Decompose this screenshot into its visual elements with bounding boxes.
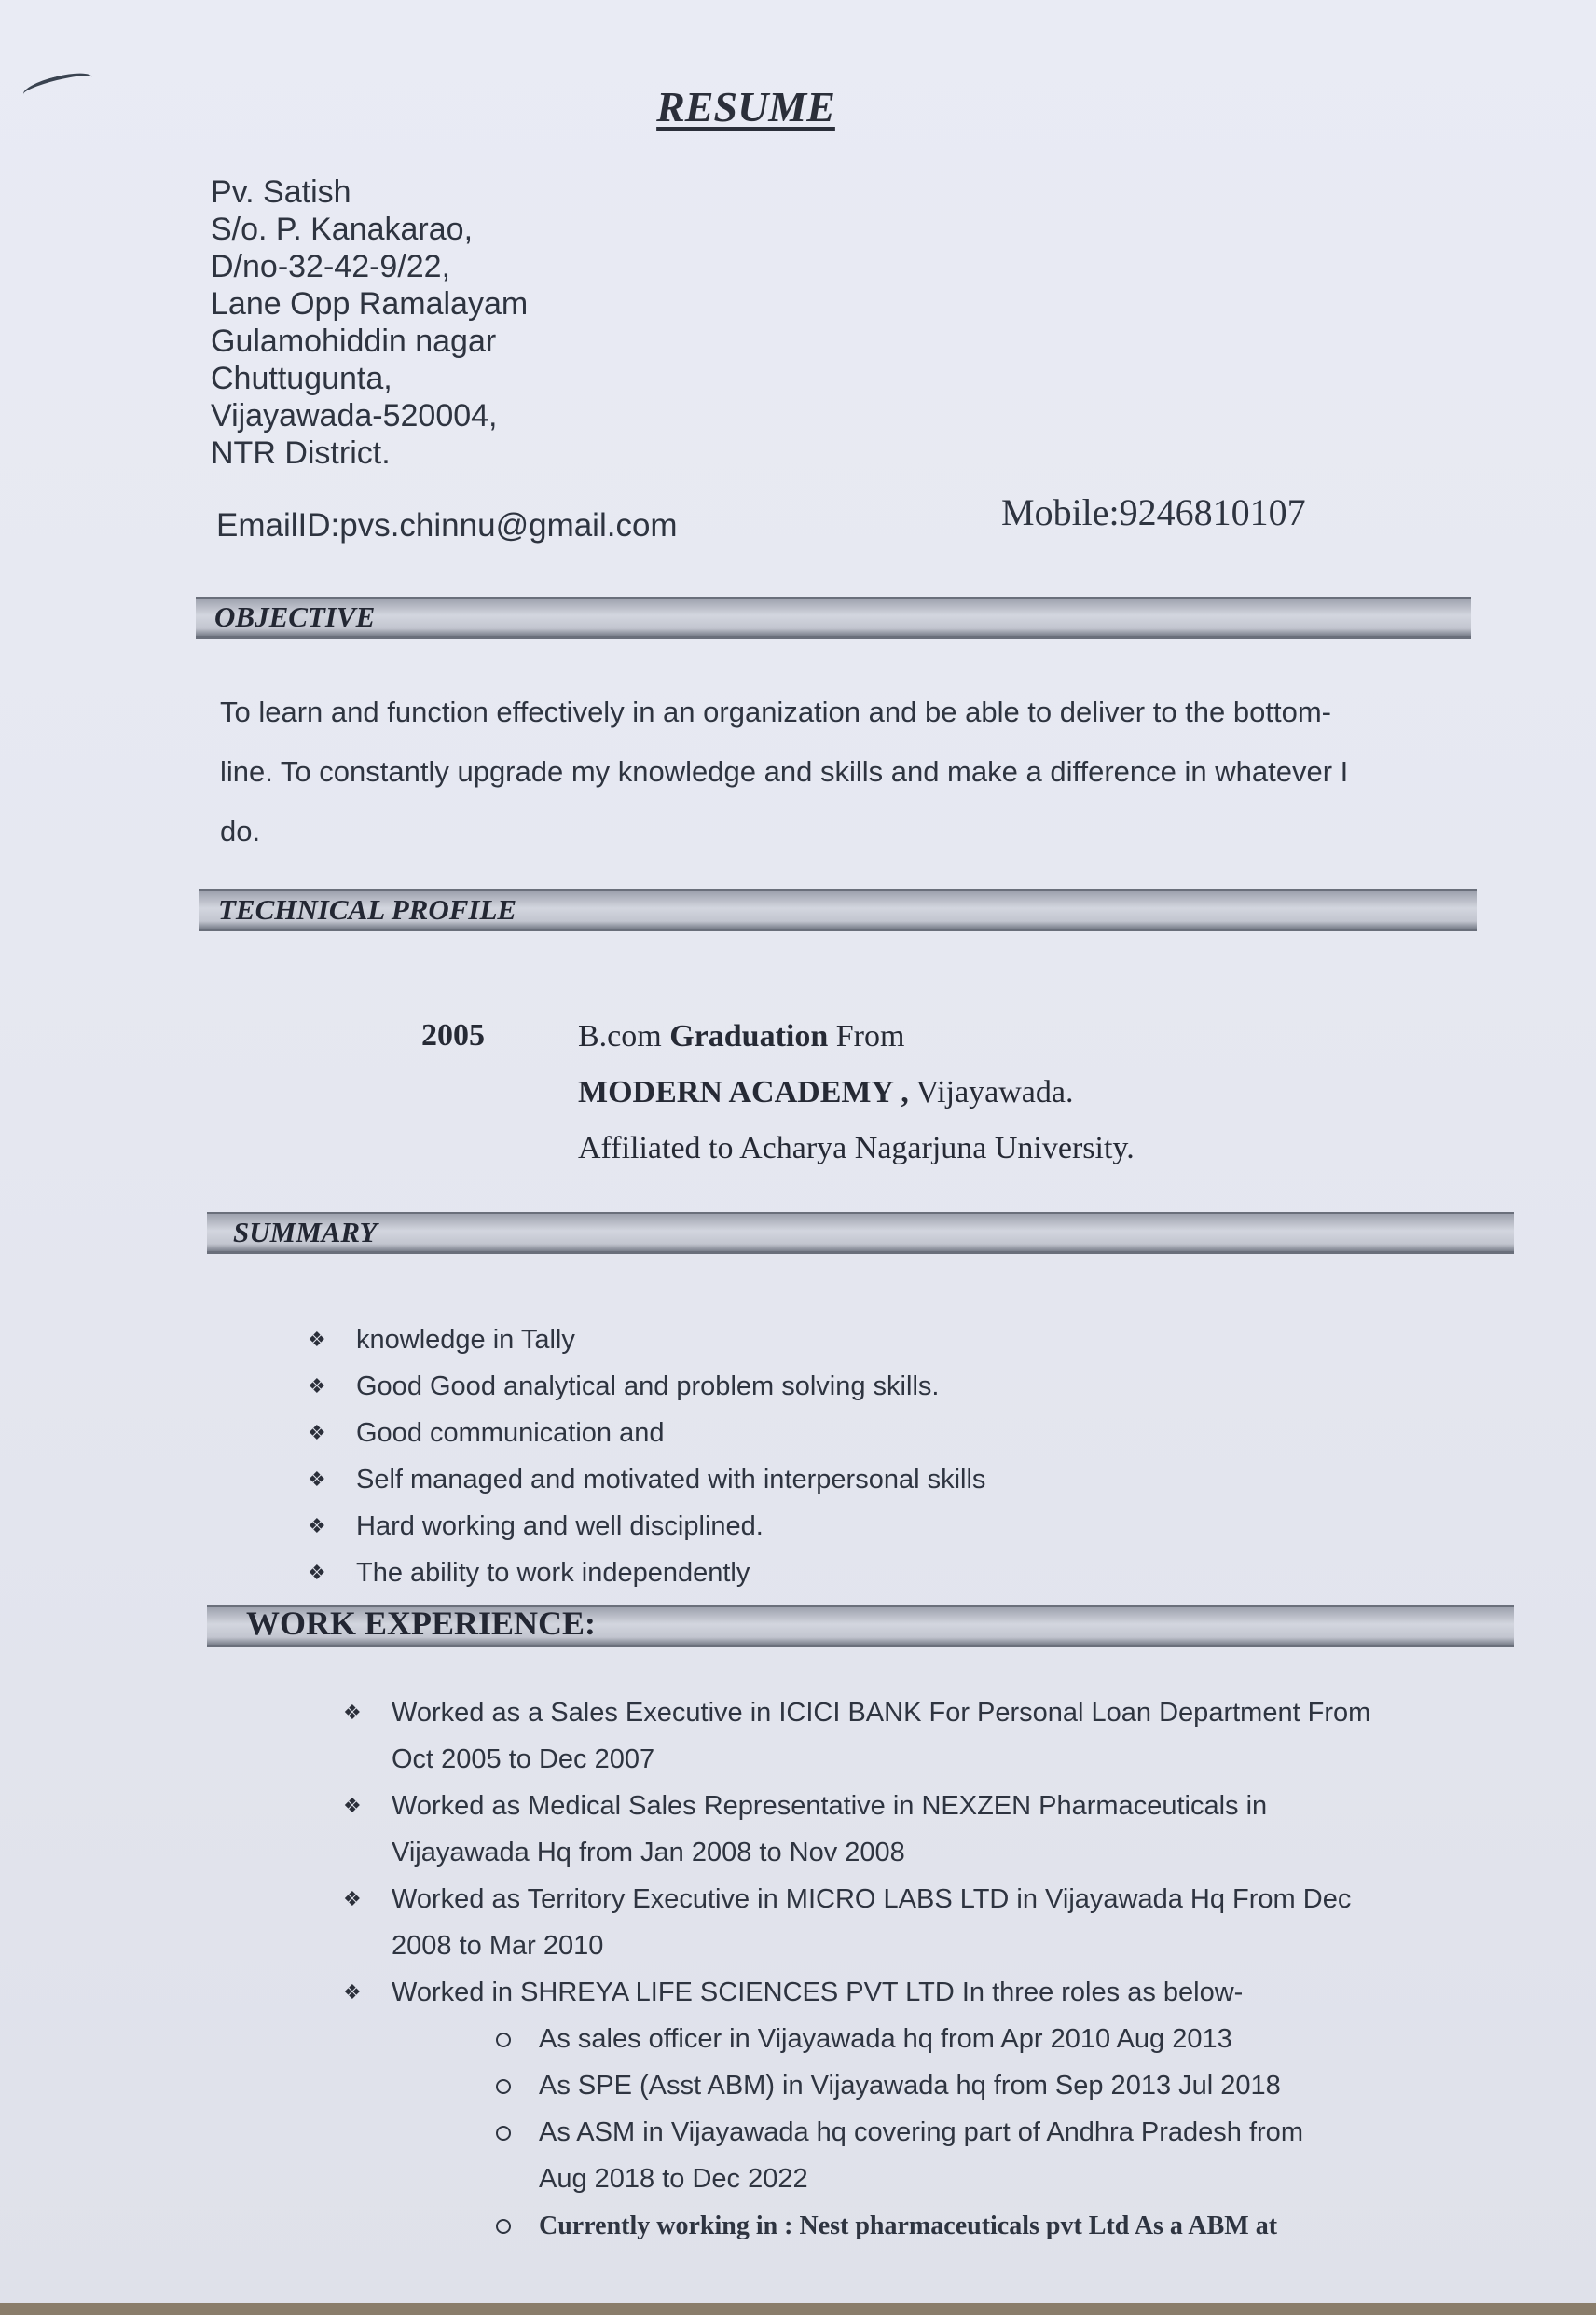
- list-item: [308, 1363, 985, 1410]
- list-item: [343, 1783, 1406, 1876]
- contact-name: Pv. Satish: [211, 174, 351, 210]
- summary-item-text: Good Good analytical and problem solving skills.: [356, 1371, 940, 1401]
- degree-prefix: B.com: [578, 1019, 670, 1054]
- summary-item-text: The ability to work independently: [356, 1558, 750, 1588]
- list-item: [343, 1969, 1406, 2250]
- resume-title: RESUME: [656, 83, 835, 131]
- work-item-text: Worked in SHREYA LIFE SCIENCES PVT LTD In three roles as below-: [392, 1977, 1244, 2007]
- work-experience-list: [343, 1689, 1406, 2250]
- contact-locality: Chuttugunta,: [211, 361, 392, 396]
- diamond-bullet-icon: ❖: [343, 1701, 362, 1724]
- sub-role-list: [492, 2016, 1350, 2250]
- list-item: [308, 1503, 985, 1550]
- degree-line: [578, 1009, 1231, 1065]
- summary-heading: SUMMARY: [233, 1216, 378, 1248]
- diamond-bullet-icon: ❖: [308, 1561, 326, 1584]
- summary-item-text: Hard working and well disciplined.: [356, 1511, 764, 1541]
- circle-bullet-icon: [496, 2033, 511, 2047]
- work-experience-heading-bar: [207, 1605, 1514, 1647]
- work-item-text: Worked as Territory Executive in MICRO LABS LTD in Vijayawada Hq From Dec 2008 to Mar 2010: [392, 1884, 1352, 1961]
- circle-bullet-icon: [496, 2219, 511, 2234]
- contact-district: NTR District.: [211, 435, 391, 471]
- sub-list-item: [492, 2202, 1350, 2250]
- summary-item-text: Good communication and: [356, 1418, 665, 1448]
- technical-profile-heading-bar: [200, 889, 1477, 931]
- list-item: [308, 1550, 985, 1596]
- work-item-text: Worked as a Sales Executive in ICICI BANK For Personal Loan Department From Oct 2005 to Dec 2007: [392, 1698, 1371, 1774]
- college-line: [578, 1065, 1231, 1121]
- objective-text: To learn and function effectively in an organization and be able to deliver to the bottom-line. To constantly upgrade my knowledge and skills and make a difference in whatever I do.: [220, 696, 1349, 847]
- degree-bold: Graduation: [669, 1019, 829, 1054]
- diamond-bullet-icon: ❖: [308, 1374, 326, 1398]
- diamond-bullet-icon: ❖: [343, 1887, 362, 1910]
- sub-list-item: [492, 2109, 1350, 2202]
- list-item: [343, 1689, 1406, 1783]
- circle-bullet-icon: [496, 2126, 511, 2141]
- contact-parent: S/o. P. Kanakarao,: [211, 212, 474, 247]
- affiliation-line: Affiliated to Acharya Nagarjuna University.: [578, 1131, 1135, 1165]
- diamond-bullet-icon: ❖: [343, 1980, 362, 2004]
- sub-item-text: As sales officer in Vijayawada hq from Apr 2010 Aug 2013: [539, 2024, 1232, 2054]
- work-experience-heading: WORK EXPERIENCE:: [246, 1605, 597, 1642]
- education-year: 2005: [421, 1018, 485, 1053]
- list-item: [308, 1456, 985, 1503]
- contact-door-no: D/no-32-42-9/22,: [211, 249, 451, 284]
- college-city: Vijayawada.: [908, 1075, 1074, 1109]
- diamond-bullet-icon: ❖: [308, 1328, 326, 1351]
- diamond-bullet-icon: ❖: [308, 1468, 326, 1491]
- current-job-text: Currently working in : Nest pharmaceuticals pvt Ltd As a ABM at: [539, 2212, 1278, 2240]
- contact-mobile: Mobile:9246810107: [1001, 491, 1306, 533]
- circle-bullet-icon: [496, 2079, 511, 2094]
- summary-item-text: knowledge in Tally: [356, 1325, 575, 1355]
- contact-email: EmailID:pvs.chinnu@gmail.com: [216, 507, 678, 544]
- contact-address: [211, 173, 528, 472]
- sub-list-item: [492, 2016, 1350, 2062]
- technical-profile-heading: TECHNICAL PROFILE: [218, 893, 517, 926]
- contact-lane: Lane Opp Ramalayam: [211, 286, 529, 322]
- summary-item-text: Self managed and motivated with interpersonal skills: [356, 1465, 986, 1495]
- diamond-bullet-icon: ❖: [343, 1794, 362, 1817]
- work-item-text: Worked as Medical Sales Representative in NEXZEN Pharmaceuticals in Vijayawada Hq from Jan 2008 to Nov 2008: [392, 1791, 1268, 1867]
- diamond-bullet-icon: ❖: [308, 1514, 326, 1537]
- objective-heading-bar: [196, 597, 1471, 639]
- list-item: [308, 1410, 985, 1456]
- sub-list-item: [492, 2062, 1350, 2109]
- summary-heading-bar: [207, 1212, 1514, 1254]
- diamond-bullet-icon: ❖: [308, 1421, 326, 1444]
- contact-area: Gulamohiddin nagar: [211, 324, 497, 359]
- sub-item-text: As SPE (Asst ABM) in Vijayawada hq from Sep 2013 Jul 2018: [539, 2071, 1281, 2101]
- contact-city: Vijayawada-520004,: [211, 398, 498, 434]
- degree-suffix: From: [828, 1019, 905, 1054]
- summary-list: [308, 1316, 985, 1596]
- sub-item-text: As ASM in Vijayawada hq covering part of Andhra Pradesh from Aug 2018 to Dec 2022: [539, 2117, 1303, 2194]
- list-item: [343, 1876, 1406, 1969]
- list-item: [308, 1316, 985, 1363]
- objective-heading: OBJECTIVE: [214, 600, 376, 633]
- college-name: MODERN ACADEMY ,: [578, 1075, 909, 1109]
